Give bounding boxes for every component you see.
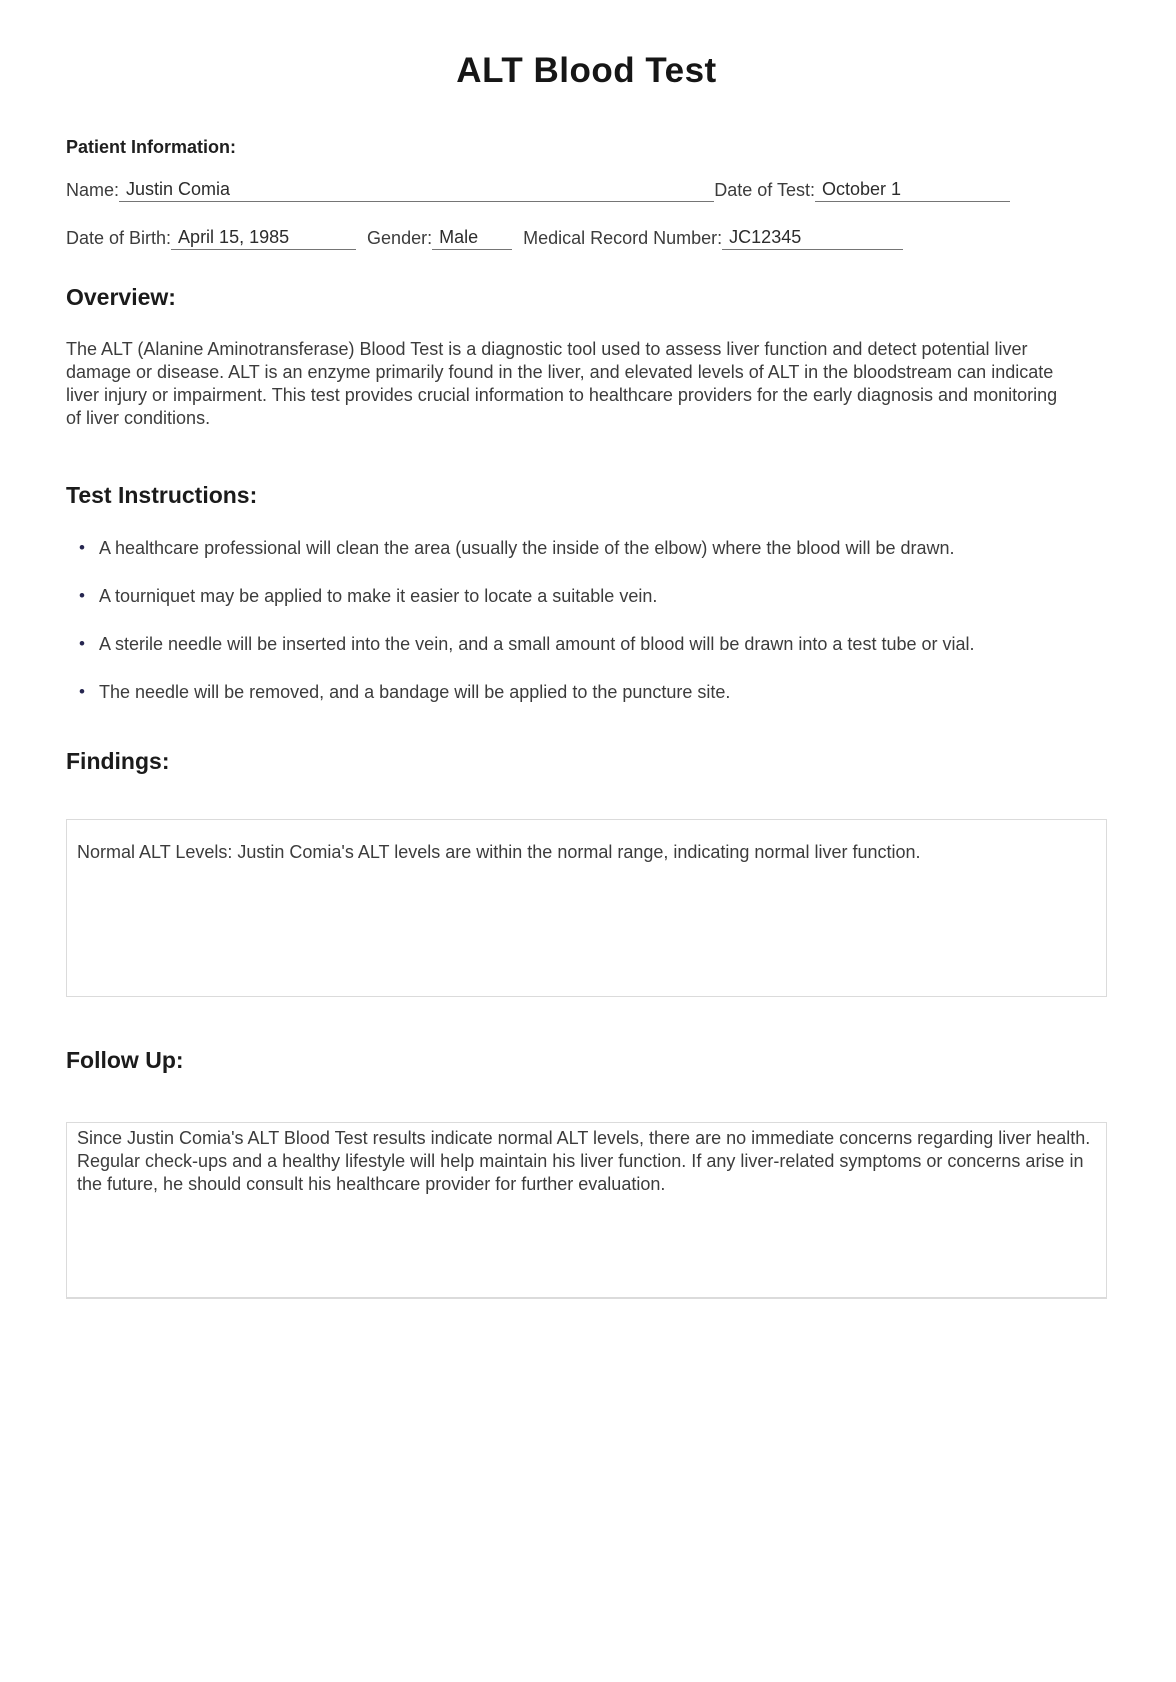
test-instructions-list (66, 536, 1076, 704)
instruction-item-4 (66, 680, 1076, 704)
bullet-icon: • (79, 586, 85, 605)
instruction-text-1: A healthcare professional will clean the area (usually the inside of the elbow) where the blood will be drawn. (99, 538, 955, 558)
instruction-item-3 (66, 632, 1076, 656)
findings-textbox[interactable] (66, 819, 1107, 997)
instruction-item-1 (66, 536, 1076, 560)
medical-record-number-label: Medical Record Number: (523, 228, 723, 248)
page-title: ALT Blood Test (456, 51, 717, 90)
follow-up-textbox[interactable] (66, 1122, 1107, 1299)
date-of-birth-value: April 15, 1985 (178, 227, 290, 247)
instruction-text-2: A tourniquet may be applied to make it easier to locate a suitable vein. (99, 586, 658, 606)
overview-paragraph: The ALT (Alanine Aminotransferase) Blood Test is a diagnostic tool used to assess liver function and detect potential liver damage or disease. ALT is an enzyme primarily found in the liver, and elevated levels of ALT in the bloodstream can indicate liver injury or impairment. This test provides crucial information to healthcare providers for the early diagnosis and monitoring of liver conditions. (66, 339, 1058, 428)
follow-up-text: Since Justin Comia's ALT Blood Test results indicate normal ALT levels, there are no immediate concerns regarding liver health. Regular check-ups and a healthy lifestyle will help maintain his liver function. If any liver-related symptoms or concerns arise in the future, he should consult his healthcare provider for further evaluation. (77, 1128, 1091, 1194)
gender-label: Gender: (367, 228, 433, 248)
date-of-birth-label: Date of Birth: (66, 228, 172, 248)
bullet-icon: • (79, 538, 85, 557)
name-label: Name: (66, 180, 120, 200)
date-of-birth-field[interactable] (171, 224, 356, 250)
gender-value: Male (439, 227, 479, 247)
medical-record-number-field[interactable] (722, 224, 903, 250)
test-instructions-heading: Test Instructions: (66, 482, 258, 508)
medical-record-number-value: JC12345 (729, 227, 802, 247)
gender-field[interactable] (432, 224, 512, 250)
findings-heading: Findings: (66, 748, 170, 774)
document-page (0, 52, 1176, 1682)
date-of-test-field[interactable] (815, 176, 1010, 202)
findings-text: Normal ALT Levels: Justin Comia's ALT levels are within the normal range, indicating normal liver function. (77, 842, 921, 862)
name-value: Justin Comia (126, 179, 231, 199)
instruction-text-4: The needle will be removed, and a bandage will be applied to the puncture site. (99, 682, 731, 702)
overview-heading: Overview: (66, 284, 176, 310)
date-of-test-value: October 1 (822, 179, 902, 199)
name-field[interactable] (119, 176, 714, 202)
patient-information-heading: Patient Information: (66, 137, 236, 157)
bullet-icon: • (79, 682, 85, 701)
instruction-text-3: A sterile needle will be inserted into the vein, and a small amount of blood will be drawn into a test tube or vial. (99, 634, 975, 654)
follow-up-heading: Follow Up: (66, 1047, 184, 1073)
patient-info-row-2 (66, 224, 1107, 250)
date-of-test-label: Date of Test: (714, 180, 815, 200)
instruction-item-2 (66, 584, 1076, 608)
patient-info-row-1 (66, 176, 1010, 202)
bullet-icon: • (79, 634, 85, 653)
